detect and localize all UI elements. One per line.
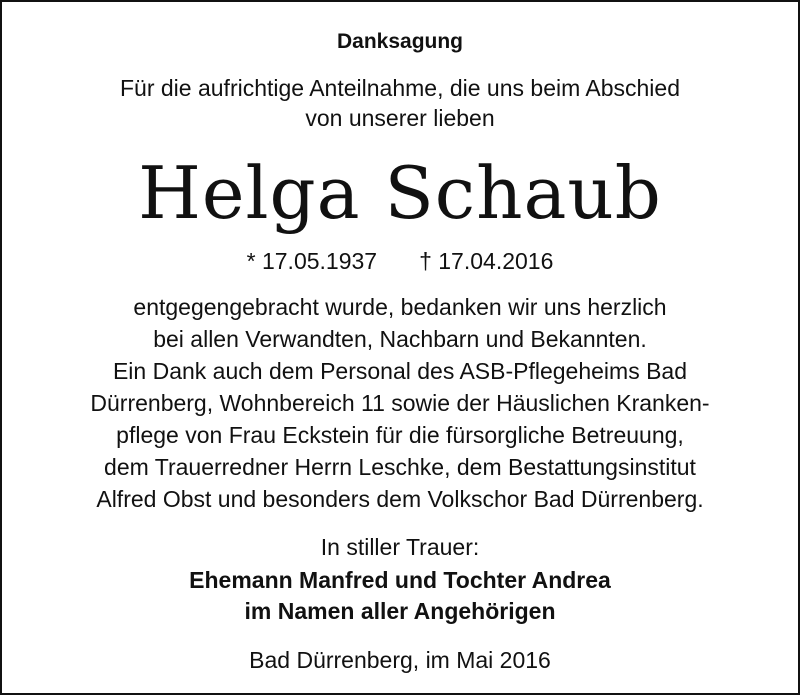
life-dates: [2, 246, 798, 276]
signatory-line: im Namen aller Angehörigen: [244, 598, 556, 624]
body-line: bei allen Verwandten, Nachbarn und Bekannten.: [153, 326, 647, 352]
body-line: Ein Dank auch dem Personal des ASB-Pflegeheims Bad: [112, 358, 688, 384]
deceased-name: Helga Schaub: [138, 151, 662, 235]
intro-line: von unserer lieben: [305, 105, 495, 131]
place-date: Bad Dürrenberg, im Mai 2016: [249, 647, 551, 673]
body-line: entgegengebracht wurde, bedanken wir uns herzlich: [133, 294, 667, 320]
death-date: † 17.04.2016: [419, 248, 554, 274]
intro-line: Für die aufrichtige Anteilnahme, die uns beim Abschied: [120, 75, 680, 101]
body-line: Alfred Obst und besonders dem Volkschor Bad Dürrenberg.: [96, 486, 704, 512]
body-line: dem Trauerredner Herrn Leschke, dem Bestattungsinstitut: [104, 454, 696, 480]
signatory-line: Ehemann Manfred und Tochter Andrea: [189, 567, 611, 593]
body-line: pflege von Frau Eckstein für die fürsorgliche Betreuung,: [116, 422, 684, 448]
body-line: Dürrenberg, Wohnbereich 11 sowie der Häuslichen Kranken-: [90, 390, 710, 416]
notice-heading: Danksagung: [336, 30, 464, 53]
birth-date: * 17.05.1937: [246, 248, 378, 274]
closing-line: In stiller Trauer:: [320, 534, 480, 560]
